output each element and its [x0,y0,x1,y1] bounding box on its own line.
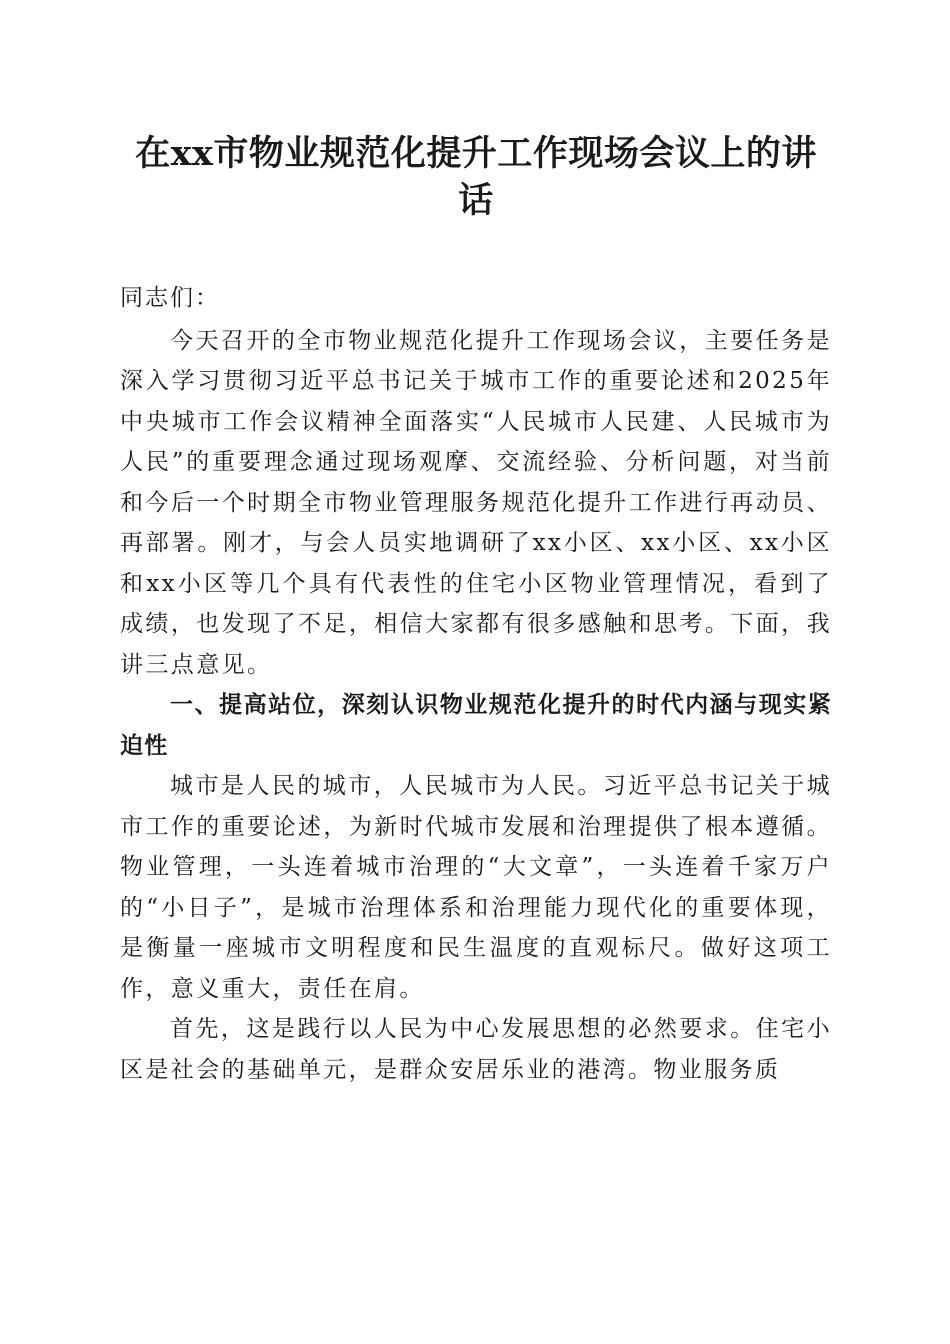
title-line-2: 话 [458,180,494,221]
document-page [120,130,832,1090]
section-1-heading: 一、提高站位，深刻认识物业规范化提升的时代内涵与现实紧迫性 [120,692,832,759]
intro-paragraph: 今天召开的全市物业规范化提升工作现场会议，主要任务是深入学习贯彻习近平总书记关于城市工作的重要论述和2025年中央城市工作会议精神全面落实“人民城市人民建、人民城市为人民”的重要理念通过现场观摩、交流经验、分析问题，对当前和今后一个时期全市物业管理服务规范化提升工作进行再动员、再部署。刚才，与会人员实地调研了xx小区、xx小区、xx小区和xx小区等几个具有代表性的住宅小区物业管理情况，看到了成绩，也发现了不足，相信大家都有很多感触和思考。下面，我讲三点意见。 [120,327,832,678]
greeting: 同志们： [120,285,220,311]
document-title [120,130,832,224]
title-line-1: 在xx市物业规范化提升工作现场会议上的讲 [135,133,817,174]
section-1-paragraph-2: 首先，这是践行以人民为中心发展思想的必然要求。住宅小区是社会的基础单元，是群众安居乐业的港湾。物业服务质 [120,1016,832,1083]
section-1-paragraph-1: 城市是人民的城市，人民城市为人民。习近平总书记关于城市工作的重要论述，为新时代城市发展和治理提供了根本遵循。物业管理，一头连着城市治理的“大文章”，一头连着千家万户的“小日子”，是城市治理体系和治理能力现代化的重要体现，是衡量一座城市文明程度和民生温度的直观标尺。做好这项工作，意义重大，责任在肩。 [120,773,832,1002]
